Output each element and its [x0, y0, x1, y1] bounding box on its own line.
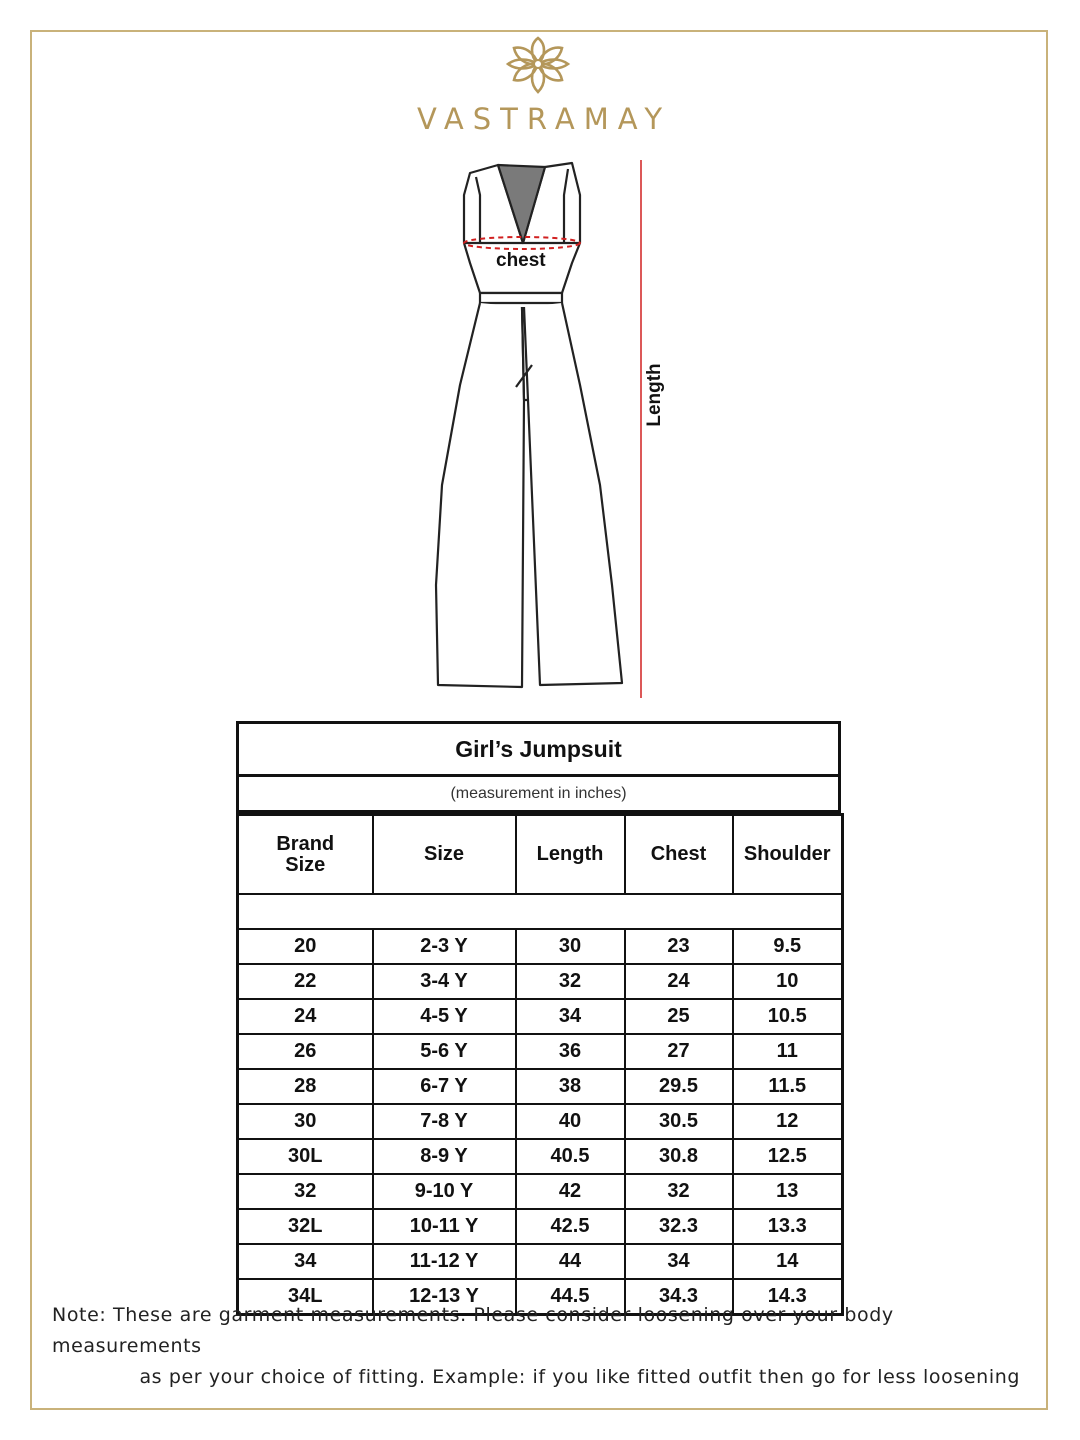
table-cell: 42: [516, 1174, 625, 1209]
table-cell: 25: [625, 999, 733, 1034]
table-cell: 34: [238, 1244, 373, 1279]
table-cell: 32: [516, 964, 625, 999]
table-cell: 34: [516, 999, 625, 1034]
header-divider: [238, 894, 843, 929]
table-cell: 24: [238, 999, 373, 1034]
table-cell: 32L: [238, 1209, 373, 1244]
table-cell: 34: [625, 1244, 733, 1279]
jumpsuit-sketch: [420, 155, 690, 705]
chart-subtitle: (measurement in inches): [236, 777, 841, 813]
table-row: [238, 1209, 843, 1244]
table-cell: 44.5: [516, 1279, 625, 1315]
table-cell: 2-3 Y: [373, 929, 516, 964]
table-cell: 9-10 Y: [373, 1174, 516, 1209]
table-row: [238, 1139, 843, 1174]
table-cell: 5-6 Y: [373, 1034, 516, 1069]
col-header-shoulder: Shoulder: [733, 815, 843, 895]
brand-name: VASTRAMAY: [416, 102, 672, 136]
note-line-2: as per your choice of fitting. Example: if you like fitted outfit then go for less loosening: [139, 1366, 1020, 1388]
table-row: [238, 1104, 843, 1139]
table-cell: 11: [733, 1034, 843, 1069]
table-cell: 40: [516, 1104, 625, 1139]
table-cell: 14: [733, 1244, 843, 1279]
table-cell: 11.5: [733, 1069, 843, 1104]
table-cell: 13: [733, 1174, 843, 1209]
table-cell: 7-8 Y: [373, 1104, 516, 1139]
table-row: [238, 999, 843, 1034]
table-cell: 40.5: [516, 1139, 625, 1174]
table-row: [238, 964, 843, 999]
table-cell: 44: [516, 1244, 625, 1279]
table-header-row: [238, 815, 843, 895]
table-cell: 26: [238, 1034, 373, 1069]
table-cell: 23: [625, 929, 733, 964]
table-cell: 34L: [238, 1279, 373, 1315]
table-row: [238, 1174, 843, 1209]
chest-label: chest: [496, 250, 546, 271]
table-cell: 14.3: [733, 1279, 843, 1315]
table-cell: 30L: [238, 1139, 373, 1174]
table-cell: 12.5: [733, 1139, 843, 1174]
table-cell: 42.5: [516, 1209, 625, 1244]
col-header-brand-size: Brand Size: [238, 815, 373, 895]
table-cell: 30: [238, 1104, 373, 1139]
table-cell: 36: [516, 1034, 625, 1069]
table-row: [238, 1034, 843, 1069]
table-cell: 10-11 Y: [373, 1209, 516, 1244]
table-cell: 34.3: [625, 1279, 733, 1315]
table-cell: 28: [238, 1069, 373, 1104]
table-cell: 30: [516, 929, 625, 964]
table-cell: 12: [733, 1104, 843, 1139]
table-cell: 27: [625, 1034, 733, 1069]
table-cell: 6-7 Y: [373, 1069, 516, 1104]
table-row: [238, 1244, 843, 1279]
col-header-length: Length: [516, 815, 625, 895]
table-cell: 10: [733, 964, 843, 999]
size-table: [236, 813, 844, 1316]
col-header-size: Size: [373, 815, 516, 895]
table-row: [238, 929, 843, 964]
table-cell: 32: [238, 1174, 373, 1209]
table-cell: 24: [625, 964, 733, 999]
fit-note: [52, 1300, 1020, 1393]
table-cell: 38: [516, 1069, 625, 1104]
table-cell: 20: [238, 929, 373, 964]
size-chart: [236, 721, 841, 1316]
table-cell: 22: [238, 964, 373, 999]
col-header-chest: Chest: [625, 815, 733, 895]
table-cell: 32: [625, 1174, 733, 1209]
table-cell: 29.5: [625, 1069, 733, 1104]
table-cell: 13.3: [733, 1209, 843, 1244]
table-cell: 10.5: [733, 999, 843, 1034]
length-label: Length: [644, 363, 665, 427]
table-cell: 3-4 Y: [373, 964, 516, 999]
table-cell: 8-9 Y: [373, 1139, 516, 1174]
table-cell: 9.5: [733, 929, 843, 964]
table-cell: 30.8: [625, 1139, 733, 1174]
table-row: [238, 1069, 843, 1104]
table-cell: 12-13 Y: [373, 1279, 516, 1315]
floral-mandala-icon: [500, 34, 576, 98]
chart-title: Girl’s Jumpsuit: [236, 721, 841, 777]
note-line-1: Note: These are garment measurements. Please consider loosening over your body measurements: [52, 1304, 894, 1357]
table-cell: 11-12 Y: [373, 1244, 516, 1279]
table-cell: 4-5 Y: [373, 999, 516, 1034]
table-cell: 30.5: [625, 1104, 733, 1139]
table-cell: 32.3: [625, 1209, 733, 1244]
